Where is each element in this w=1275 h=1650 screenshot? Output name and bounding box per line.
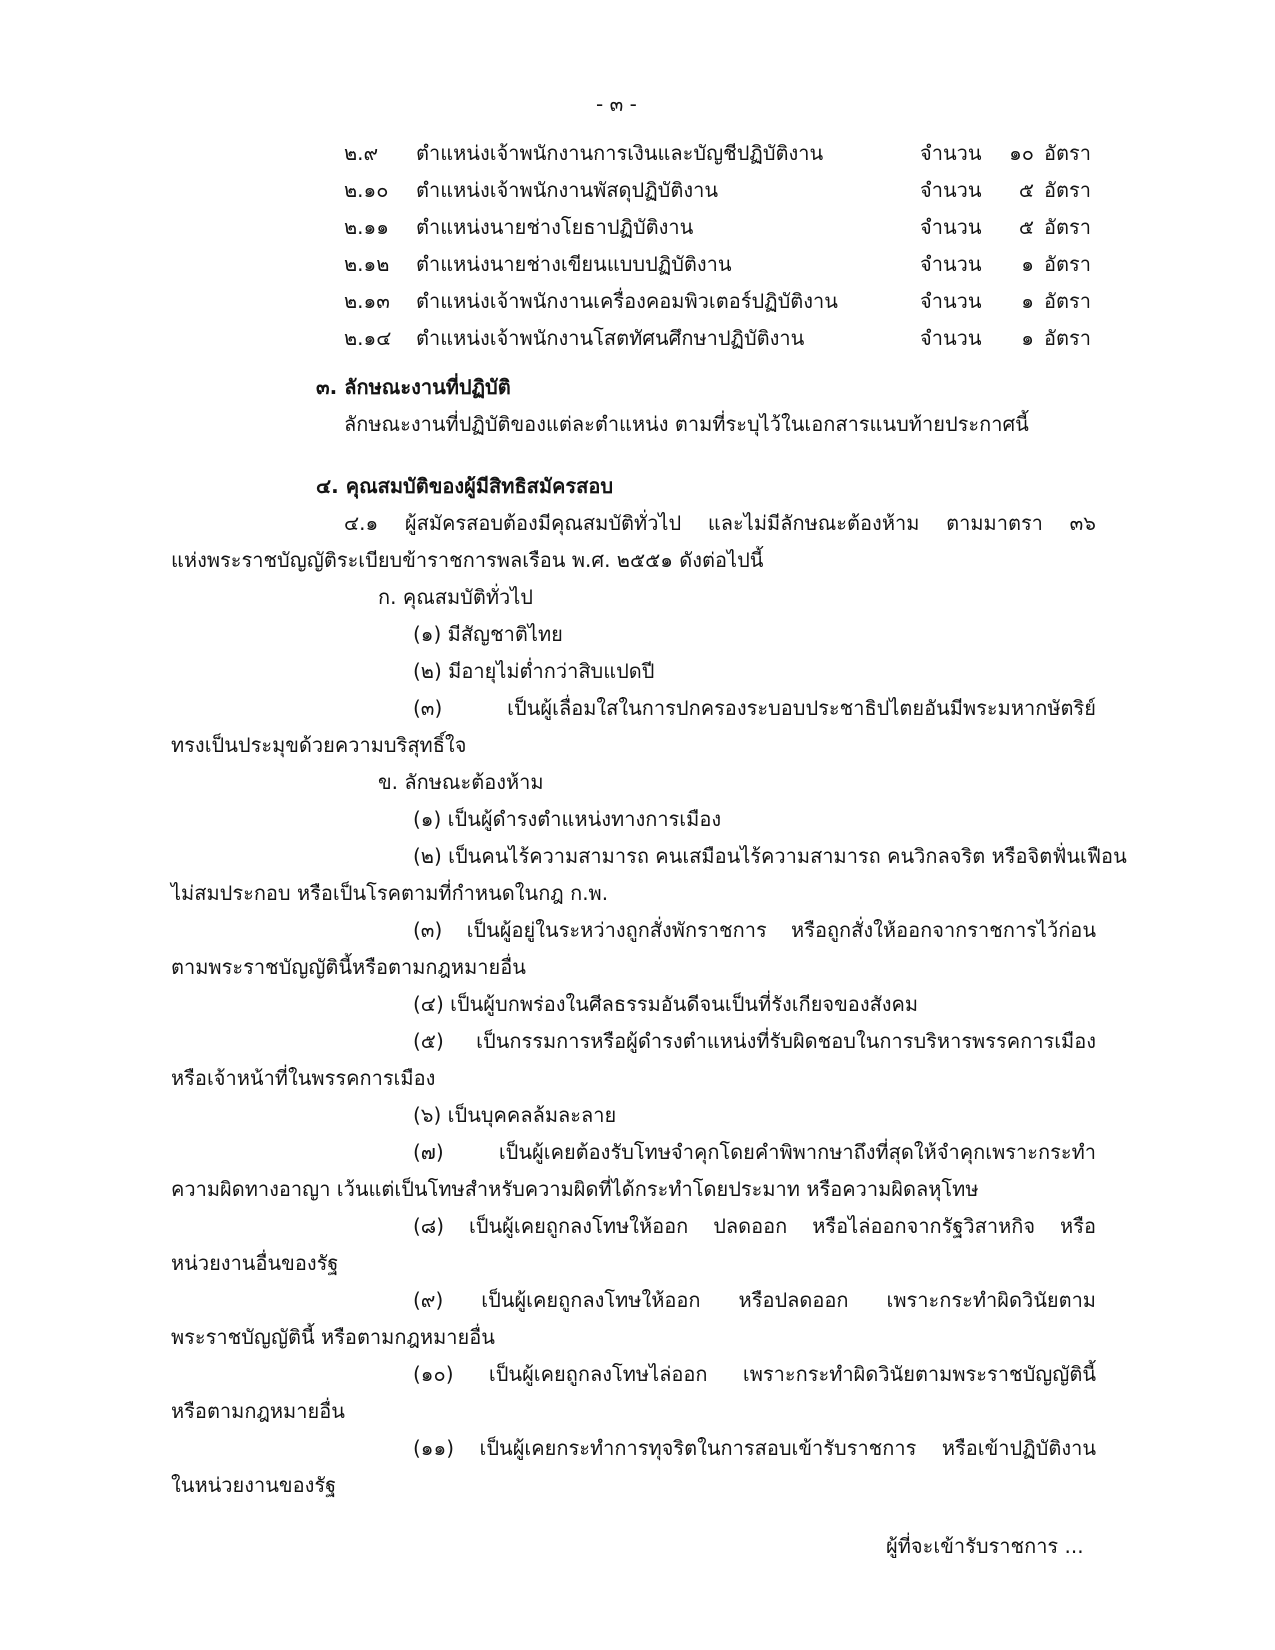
position-title: ตำแหน่งนายช่างโยธาปฏิบัติงาน	[416, 215, 694, 239]
position-number: ๒.๑๔	[344, 326, 392, 350]
count-unit: อัตรา	[1044, 289, 1091, 313]
item-b-11-cont: ในหน่วยงานของรัฐ	[171, 1473, 337, 1497]
position-number: ๒.๑๑	[344, 215, 389, 239]
count-unit: อัตรา	[1044, 141, 1091, 165]
position-count: ๑๐	[1009, 141, 1034, 165]
item-b-9-cont: พระราชบัญญัตินี้ หรือตามกฎหมายอื่น	[171, 1325, 495, 1349]
item-b-2: (๒) เป็นคนไร้ความสามารถ คนเสมือนไร้ความสามารถ คนวิกลจริต หรือจิตฟั่นเฟือน	[413, 844, 1127, 868]
item-b-9: (๙) เป็นผู้เคยถูกลงโทษให้ออก หรือปลดออก เพราะกระทำผิดวินัยตาม	[413, 1288, 1096, 1312]
count-unit: อัตรา	[1044, 215, 1091, 239]
position-row	[0, 174, 1275, 202]
count-label: จำนวน	[920, 326, 982, 350]
position-number: ๒.๑๒	[344, 252, 390, 276]
section-4-heading: ๔. คุณสมบัติของผู้มีสิทธิสมัครสอบ	[316, 474, 614, 498]
item-b-1: (๑) เป็นผู้ดำรงตำแหน่งทางการเมือง	[413, 807, 722, 831]
item-b-10-cont: หรือตามกฎหมายอื่น	[171, 1399, 345, 1423]
position-number: ๒.๑๓	[344, 289, 390, 313]
item-b-5: (๕) เป็นกรรมการหรือผู้ดำรงตำแหน่งที่รับผิดชอบในการบริหารพรรคการเมือง	[413, 1029, 1096, 1053]
position-row	[0, 211, 1275, 239]
item-a-3: (๓) เป็นผู้เลื่อมใสในการปกครองระบอบประชาธิปไตยอันมีพระมหากษัตริย์	[413, 696, 1096, 720]
item-b-7: (๗) เป็นผู้เคยต้องรับโทษจำคุกโดยคำพิพากษาถึงที่สุดให้จำคุกเพราะกระทำ	[413, 1140, 1096, 1164]
item-a-2: (๒) มีอายุไม่ต่ำกว่าสิบแปดปี	[413, 659, 655, 683]
count-unit: อัตรา	[1044, 252, 1091, 276]
page-number: - ๓ -	[596, 92, 637, 116]
count-label: จำนวน	[920, 289, 982, 313]
position-title: ตำแหน่งนายช่างเขียนแบบปฏิบัติงาน	[416, 252, 732, 276]
position-row	[0, 137, 1275, 165]
count-unit: อัตรา	[1044, 178, 1091, 202]
item-b-8-cont: หน่วยงานอื่นของรัฐ	[171, 1251, 339, 1275]
count-label: จำนวน	[920, 178, 982, 202]
position-row	[0, 322, 1275, 350]
continuation-text: ผู้ที่จะเข้ารับราชการ ...	[886, 1534, 1084, 1558]
count-unit: อัตรา	[1044, 326, 1091, 350]
position-count: ๑	[1021, 252, 1034, 276]
subsection-b-heading: ข. ลักษณะต้องห้าม	[378, 770, 544, 794]
position-title: ตำแหน่งเจ้าพนักงานการเงินและบัญชีปฏิบัติงาน	[416, 141, 824, 165]
position-number: ๒.๙	[344, 141, 379, 165]
item-b-3: (๓) เป็นผู้อยู่ในระหว่างถูกสั่งพักราชการ หรือถูกสั่งให้ออกจากราชการไว้ก่อน	[413, 918, 1096, 942]
item-b-5-cont: หรือเจ้าหน้าที่ในพรรคการเมือง	[171, 1066, 436, 1090]
position-title: ตำแหน่งเจ้าพนักงานเครื่องคอมพิวเตอร์ปฏิบัติงาน	[416, 289, 838, 313]
position-count: ๕	[1018, 215, 1034, 239]
section-3-text: ลักษณะงานที่ปฏิบัติของแต่ละตำแหน่ง ตามที่ระบุไว้ในเอกสารแนบท้ายประกาศนี้	[344, 412, 1029, 436]
position-count: ๕	[1018, 178, 1034, 202]
position-number: ๒.๑๐	[344, 178, 389, 202]
item-b-2-cont: ไม่สมประกอบ หรือเป็นโรคตามที่กำหนดในกฎ ก.พ.	[171, 881, 609, 905]
position-row	[0, 285, 1275, 313]
item-b-10: (๑๐) เป็นผู้เคยถูกลงโทษไล่ออก เพราะกระทำผิดวินัยตามพระราชบัญญัตินี้	[413, 1362, 1096, 1386]
count-label: จำนวน	[920, 141, 982, 165]
section-3-heading: ๓. ลักษณะงานที่ปฏิบัติ	[316, 375, 511, 399]
item-b-11: (๑๑) เป็นผู้เคยกระทำการทุจริตในการสอบเข้ารับราชการ หรือเข้าปฏิบัติงาน	[413, 1436, 1096, 1460]
subsection-a-heading: ก. คุณสมบัติทั่วไป	[378, 585, 533, 609]
position-count: ๑	[1021, 289, 1034, 313]
position-row	[0, 248, 1275, 276]
position-count: ๑	[1021, 326, 1034, 350]
paragraph-4-1: ๔.๑ ผู้สมัครสอบต้องมีคุณสมบัติทั่วไป และไม่มีลักษณะต้องห้าม ตามมาตรา ๓๖	[344, 511, 1096, 535]
position-title: ตำแหน่งเจ้าพนักงานพัสดุปฏิบัติงาน	[416, 178, 719, 202]
item-b-3-cont: ตามพระราชบัญญัตินี้หรือตามกฎหมายอื่น	[171, 955, 526, 979]
count-label: จำนวน	[920, 252, 982, 276]
item-a-1: (๑) มีสัญชาติไทย	[413, 622, 563, 646]
item-b-7-cont: ความผิดทางอาญา เว้นแต่เป็นโทษสำหรับความผิดที่ได้กระทำโดยประมาท หรือความผิดลหุโทษ	[171, 1177, 979, 1201]
item-b-8: (๘) เป็นผู้เคยถูกลงโทษให้ออก ปลดออก หรือไล่ออกจากรัฐวิสาหกิจ หรือ	[413, 1214, 1096, 1238]
item-a-3-cont: ทรงเป็นประมุขด้วยความบริสุทธิ์ใจ	[171, 733, 467, 757]
item-b-4: (๔) เป็นผู้บกพร่องในศีลธรรมอันดีจนเป็นที่รังเกียจของสังคม	[413, 992, 919, 1016]
count-label: จำนวน	[920, 215, 982, 239]
position-title: ตำแหน่งเจ้าพนักงานโสตทัศนศึกษาปฏิบัติงาน	[416, 326, 805, 350]
paragraph-4-1-cont: แห่งพระราชบัญญัติระเบียบข้าราชการพลเรือน พ.ศ. ๒๕๕๑ ดังต่อไปนี้	[171, 548, 764, 572]
item-b-6: (๖) เป็นบุคคลล้มละลาย	[413, 1103, 617, 1127]
